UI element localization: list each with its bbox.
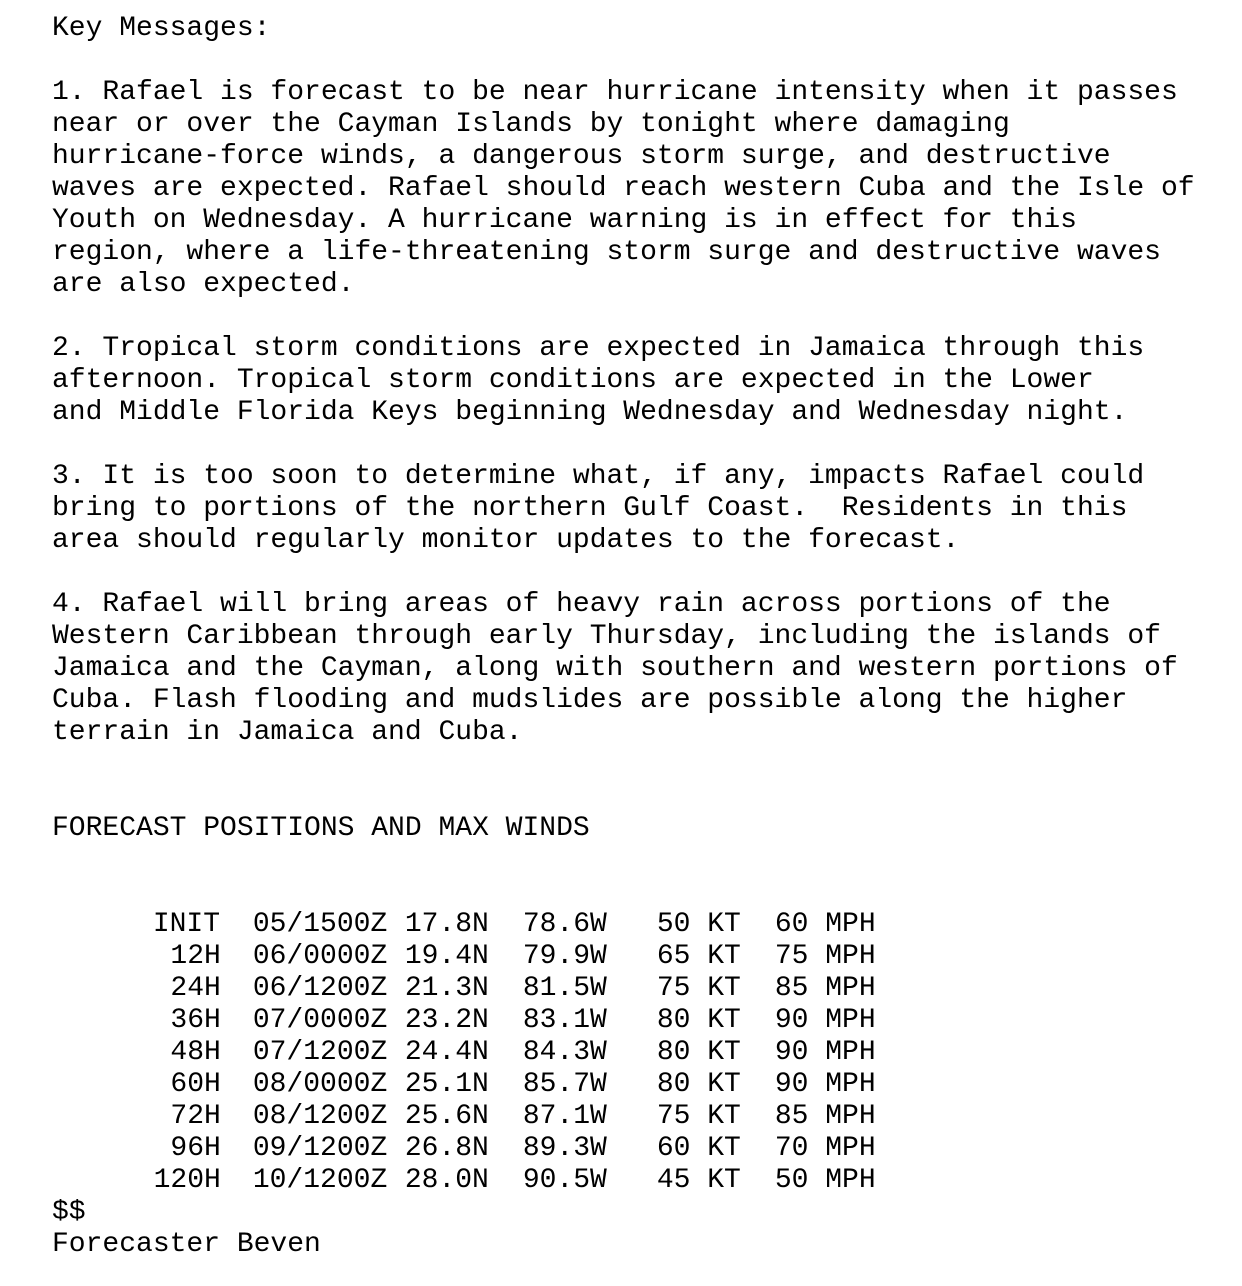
wind-mph: 85 MPH — [774, 1101, 876, 1132]
forecast-hour: INIT — [152, 909, 221, 940]
spacer — [52, 845, 1242, 877]
wind-knots: 50 KT — [656, 909, 741, 940]
key-message-1 — [52, 77, 1242, 301]
key-message-2 — [52, 333, 1242, 429]
wind-mph: 70 MPH — [774, 1133, 876, 1164]
message-line: area should regularly monitor updates to the forecast. — [52, 525, 960, 556]
message-line: 4. Rafael will bring areas of heavy rain across portions of the — [52, 589, 1111, 620]
longitude: 84.3W — [522, 1037, 607, 1068]
forecast-hour: 120H — [153, 1165, 221, 1196]
table-row — [52, 877, 1242, 940]
forecaster-signature: Forecaster Beven — [52, 1229, 321, 1260]
message-line: and Middle Florida Keys beginning Wednesday and Wednesday night. — [52, 397, 1128, 428]
key-messages-heading: Key Messages: — [52, 13, 271, 44]
message-line: waves are expected. Rafael should reach western Cuba and the Isle of — [52, 173, 1195, 204]
forecast-hour: 12H — [170, 941, 221, 972]
wind-mph: 90 MPH — [774, 1005, 876, 1036]
latitude: 17.8N — [404, 909, 489, 940]
wind-mph: 90 MPH — [774, 1069, 876, 1100]
wind-knots: 80 KT — [656, 1037, 741, 1068]
message-line: Jamaica and the Cayman, along with southern and western portions of — [52, 653, 1178, 684]
valid-time: 07/1200Z — [252, 1037, 388, 1068]
forecast-hour: 60H — [170, 1069, 221, 1100]
wind-knots: 80 KT — [656, 1069, 741, 1100]
valid-time: 06/1200Z — [252, 973, 388, 1004]
valid-time: 09/1200Z — [252, 1133, 388, 1164]
wind-knots: 80 KT — [656, 1005, 741, 1036]
valid-time: 06/0000Z — [252, 941, 388, 972]
longitude: 78.6W — [522, 909, 607, 940]
valid-time: 05/1500Z — [252, 909, 388, 940]
key-message-4 — [52, 589, 1242, 749]
forecast-table — [52, 877, 1242, 1196]
forecast-hour: 48H — [170, 1037, 221, 1068]
valid-time: 08/1200Z — [252, 1101, 388, 1132]
spacer — [52, 781, 1242, 813]
key-message-3 — [52, 461, 1242, 557]
longitude: 85.7W — [522, 1069, 607, 1100]
valid-time: 10/1200Z — [252, 1165, 388, 1196]
forecast-hour: 24H — [170, 973, 221, 1004]
spacer — [52, 749, 1242, 781]
latitude: 19.4N — [404, 941, 489, 972]
message-line: are also expected. — [52, 269, 355, 300]
forecast-title: FORECAST POSITIONS AND MAX WINDS — [52, 813, 590, 844]
message-line: terrain in Jamaica and Cuba. — [52, 717, 523, 748]
longitude: 90.5W — [522, 1165, 607, 1196]
wind-knots: 60 KT — [656, 1133, 741, 1164]
message-line: 3. It is too soon to determine what, if any, impacts Rafael could — [52, 461, 1145, 492]
longitude: 83.1W — [522, 1005, 607, 1036]
valid-time: 08/0000Z — [252, 1069, 388, 1100]
latitude: 28.0N — [404, 1165, 489, 1196]
message-line: 1. Rafael is forecast to be near hurricane intensity when it passes — [52, 77, 1178, 108]
advisory-document — [52, 13, 1242, 1261]
latitude: 25.6N — [404, 1101, 489, 1132]
latitude: 25.1N — [404, 1069, 489, 1100]
latitude: 24.4N — [404, 1037, 489, 1068]
message-line: Cuba. Flash flooding and mudslides are possible along the higher — [52, 685, 1128, 716]
spacer — [52, 301, 1242, 333]
message-line: near or over the Cayman Islands by tonight where damaging — [52, 109, 1010, 140]
message-line: 2. Tropical storm conditions are expected in Jamaica through this — [52, 333, 1145, 364]
message-line: Western Caribbean through early Thursday, including the islands of — [52, 621, 1161, 652]
wind-knots: 65 KT — [656, 941, 741, 972]
message-line: hurricane-force winds, a dangerous storm surge, and destructive — [52, 141, 1111, 172]
forecast-hour: 72H — [170, 1101, 221, 1132]
message-line: region, where a life-threatening storm surge and destructive waves — [52, 237, 1161, 268]
wind-knots: 75 KT — [656, 1101, 741, 1132]
spacer — [52, 45, 1242, 77]
wind-mph: 75 MPH — [774, 941, 876, 972]
valid-time: 07/0000Z — [252, 1005, 388, 1036]
spacer — [52, 429, 1242, 461]
message-line: Youth on Wednesday. A hurricane warning is in effect for this — [52, 205, 1077, 236]
end-marker: $$ — [52, 1197, 86, 1228]
wind-knots: 45 KT — [656, 1165, 741, 1196]
longitude: 79.9W — [522, 941, 607, 972]
message-line: afternoon. Tropical storm conditions are expected in the Lower — [52, 365, 1094, 396]
wind-knots: 75 KT — [656, 973, 741, 1004]
spacer — [52, 557, 1242, 589]
longitude: 89.3W — [522, 1133, 607, 1164]
latitude: 26.8N — [404, 1133, 489, 1164]
forecast-hour: 36H — [170, 1005, 221, 1036]
longitude: 87.1W — [522, 1101, 607, 1132]
wind-mph: 85 MPH — [774, 973, 876, 1004]
longitude: 81.5W — [522, 973, 607, 1004]
wind-mph: 60 MPH — [774, 909, 876, 940]
message-line: bring to portions of the northern Gulf Coast. Residents in this — [52, 493, 1128, 524]
wind-mph: 50 MPH — [774, 1165, 876, 1196]
latitude: 21.3N — [404, 973, 489, 1004]
latitude: 23.2N — [404, 1005, 489, 1036]
forecast-hour: 96H — [170, 1133, 221, 1164]
wind-mph: 90 MPH — [774, 1037, 876, 1068]
